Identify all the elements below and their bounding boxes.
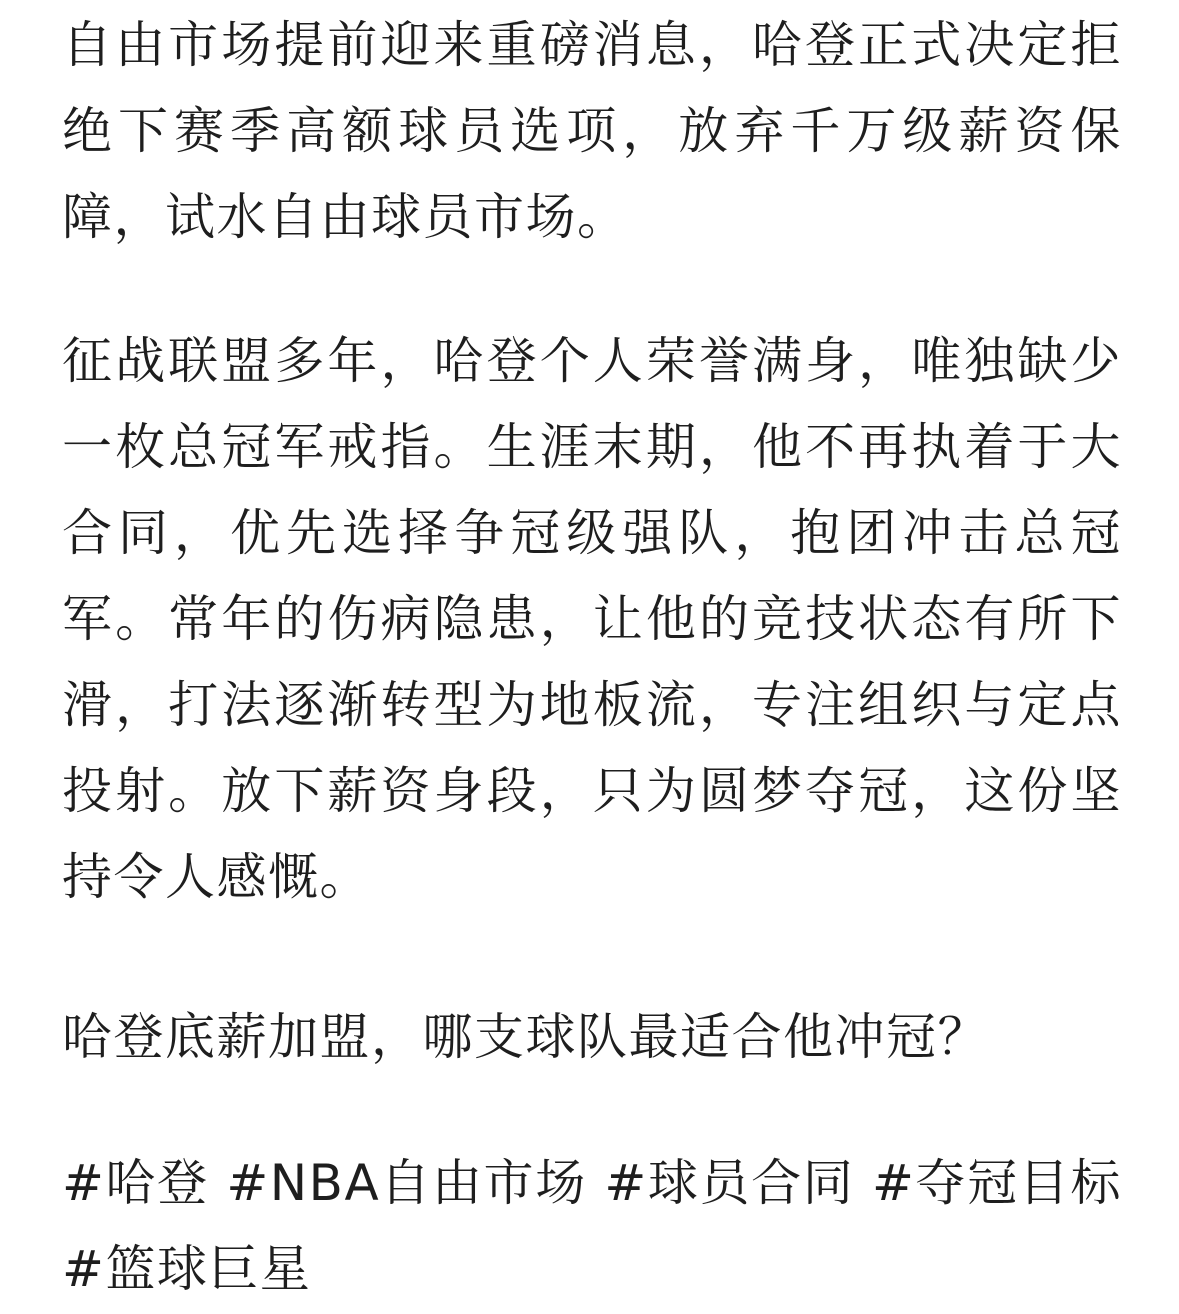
hashtag-list — [62, 1140, 1122, 1312]
hashtag-link[interactable]: #球员合同 — [604, 1154, 855, 1212]
article-question: 哈登底薪加盟，哪支球队最适合他冲冠？ — [62, 1008, 989, 1066]
article-paragraph: 自由市场提前迎来重磅消息，哈登正式决定拒绝下赛季高额球员选项，放弃千万级薪资保障，试水自由球员市场。 — [62, 16, 1122, 246]
hashtag-link[interactable]: #夺冠目标 — [872, 1154, 1122, 1212]
hashtag-link[interactable]: #哈登 — [62, 1154, 209, 1212]
hashtag-link[interactable]: #NBA自由市场 — [226, 1154, 587, 1212]
article-paragraph: 征战联盟多年，哈登个人荣誉满身，唯独缺少一枚总冠军戒指。生涯末期，他不再执着于大合同，优先选择争冠级强队，抱团冲击总冠军。常年的伤病隐患，让他的竞技状态有所下滑，打法逐渐转型为地板流，专注组织与定点投射。放下薪资身段，只为圆梦夺冠，这份坚持令人感慨。 — [62, 332, 1122, 906]
hashtag-link[interactable]: #篮球巨星 — [62, 1240, 312, 1298]
